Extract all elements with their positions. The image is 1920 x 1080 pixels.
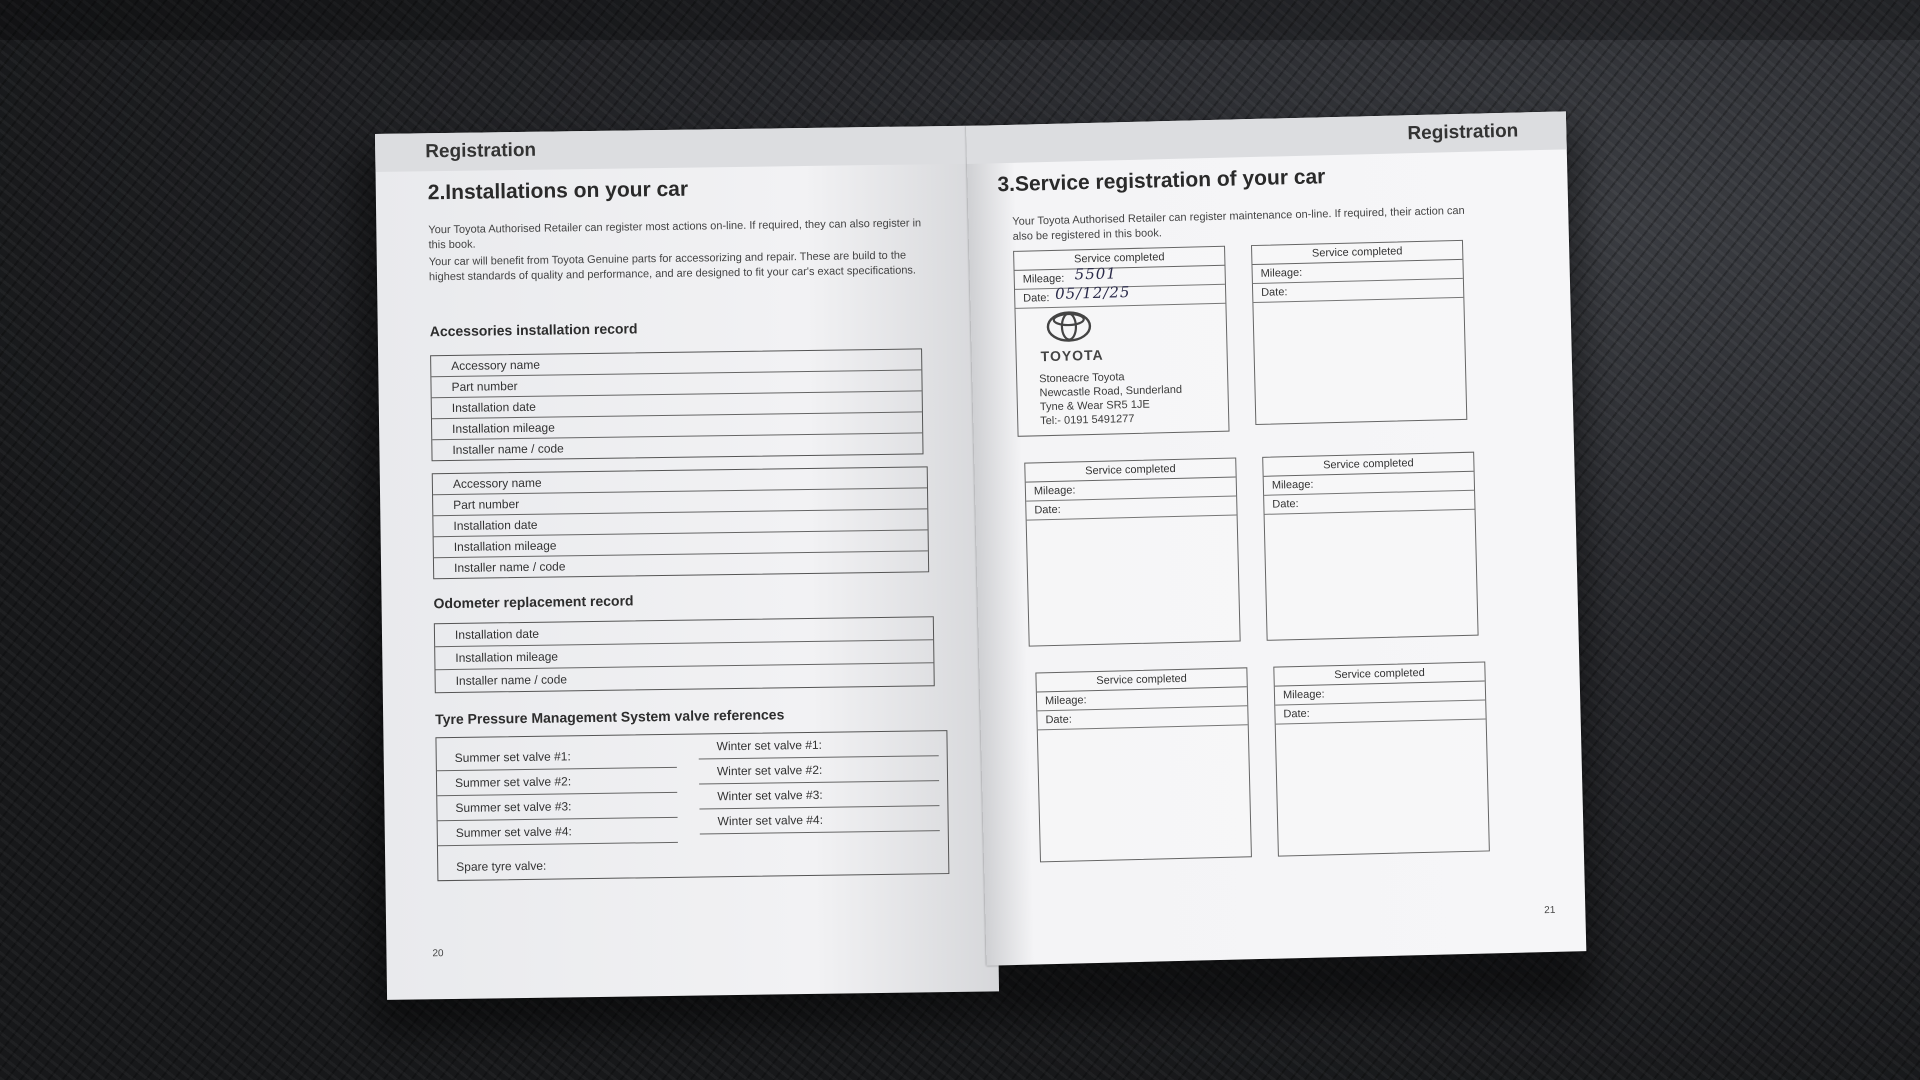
service-box-4 — [1262, 452, 1478, 641]
service-box-6 — [1273, 661, 1490, 856]
date-line — [1015, 285, 1225, 309]
winter-valve-3: Winter set valve #3: — [699, 781, 939, 809]
mileage-line: Mileage: — [1264, 472, 1474, 496]
accessories-record-title: Accessories installation record — [429, 320, 638, 340]
date-line: Date: — [1026, 497, 1236, 521]
date-label: Date: — [1023, 292, 1050, 305]
service-section-title — [997, 165, 1325, 197]
winter-valve-column — [698, 731, 939, 834]
installation-mileage-row: Installation mileage — [434, 530, 928, 558]
section-title-text: Installations on your car — [445, 177, 689, 205]
installation-date-row: Installation date — [433, 509, 927, 537]
right-page-header: Registration — [966, 111, 1567, 164]
summer-valve-3: Summer set valve #3: — [437, 793, 677, 821]
installation-mileage-row: Installation mileage — [432, 412, 922, 440]
tpms-title: Tyre Pressure Management System valve references — [435, 706, 785, 728]
odometer-record — [434, 616, 935, 693]
installations-section-title — [428, 178, 689, 206]
stamp-telephone: Tel:- 0191 5491277 — [1040, 412, 1135, 428]
stamp-brand: TOYOTA — [1040, 346, 1104, 365]
part-number-row: Part number — [431, 370, 921, 398]
service-box-heading: Service completed — [1274, 662, 1484, 686]
spare-tyre-valve: Spare tyre valve: — [456, 858, 547, 874]
summer-valve-1: Summer set valve #1: — [437, 743, 677, 771]
section-number: 2. — [427, 181, 446, 205]
installation-date-row: Installation date — [432, 391, 922, 419]
odometer-installer-name-row: Installer name / code — [455, 672, 568, 688]
mileage-line: Mileage: — [1275, 681, 1485, 705]
date-line: Date: — [1037, 706, 1247, 730]
left-page-number: 20 — [432, 948, 444, 960]
date-line: Date: — [1253, 279, 1463, 303]
winter-valve-4: Winter set valve #4: — [699, 806, 939, 834]
odometer-installation-date-row: Installation date — [435, 617, 933, 647]
toyota-logo-icon — [1046, 310, 1093, 343]
accessory-name-row: Accessory name — [433, 467, 927, 495]
part-number-row: Part number — [433, 488, 927, 516]
winter-valve-2: Winter set valve #2: — [699, 756, 939, 784]
odometer-record-title: Odometer replacement record — [433, 592, 634, 612]
summer-valve-column — [437, 743, 678, 846]
mileage-line: Mileage: — [1026, 478, 1236, 502]
mileage-line: Mileage: — [1037, 687, 1247, 711]
left-page-header: Registration — [375, 125, 987, 172]
winter-valve-1: Winter set valve #1: — [698, 731, 938, 759]
date-line: Date: — [1264, 491, 1474, 515]
service-box-heading: Service completed — [1014, 247, 1224, 271]
accessory-record-2 — [432, 466, 929, 579]
service-box-heading: Service completed — [1263, 453, 1473, 477]
installer-name-row: Installer name / code — [453, 559, 566, 575]
left-page — [375, 125, 999, 999]
mileage-line: Mileage: — [1252, 260, 1462, 284]
service-box-heading: Service completed — [1252, 241, 1462, 265]
installer-name-row: Installer name / code — [452, 441, 564, 457]
section-number: 3. — [997, 172, 1016, 197]
service-intro-paragraph: Your Toyota Authorised Retailer can register maintenance on-line. If required, their action can also be registered in this book. — [1012, 204, 1465, 243]
service-box-5 — [1035, 667, 1252, 862]
service-box-heading: Service completed — [1036, 668, 1246, 692]
summer-valve-4: Summer set valve #4: — [438, 818, 678, 846]
right-page-number: 21 — [1544, 904, 1556, 917]
service-box-heading: Service completed — [1025, 459, 1235, 483]
service-box-1 — [1013, 246, 1229, 437]
accessory-name-row: Accessory name — [431, 349, 921, 377]
dealer-stamp — [1038, 307, 1211, 428]
right-page — [966, 111, 1586, 965]
intro-paragraph-2: Your car will benefit from Toyota Genuine parts for accessorizing and repair. These are build to the highest standards of quality and performance, and are designed to fit your car's exact specifications. — [428, 249, 917, 284]
tpms-valve-box — [435, 730, 949, 881]
seat-seam-left — [0, 0, 1920, 40]
handwritten-date: 05/12/25 — [1054, 283, 1131, 303]
odometer-installation-mileage-row: Installation mileage — [435, 640, 933, 670]
date-line: Date: — [1275, 700, 1485, 724]
stamp-address-line-2: Tyne & Wear SR5 1JE — [1039, 398, 1150, 414]
service-box-2 — [1251, 240, 1467, 425]
stamp-address-line-1: Newcastle Road, Sunderland — [1039, 383, 1183, 400]
stamp-dealer-name: Stoneacre Toyota — [1039, 371, 1125, 386]
handwritten-mileage: 5501 — [1074, 264, 1118, 284]
mileage-label: Mileage: — [1022, 272, 1065, 286]
accessory-record-1 — [430, 348, 923, 461]
summer-valve-2: Summer set valve #2: — [437, 768, 677, 796]
section-title-text: Service registration of your car — [1014, 165, 1326, 196]
intro-paragraph-1: Your Toyota Authorised Retailer can register most actions on-line. If required, they can also register in this book. — [428, 217, 922, 252]
service-box-3 — [1024, 457, 1240, 646]
